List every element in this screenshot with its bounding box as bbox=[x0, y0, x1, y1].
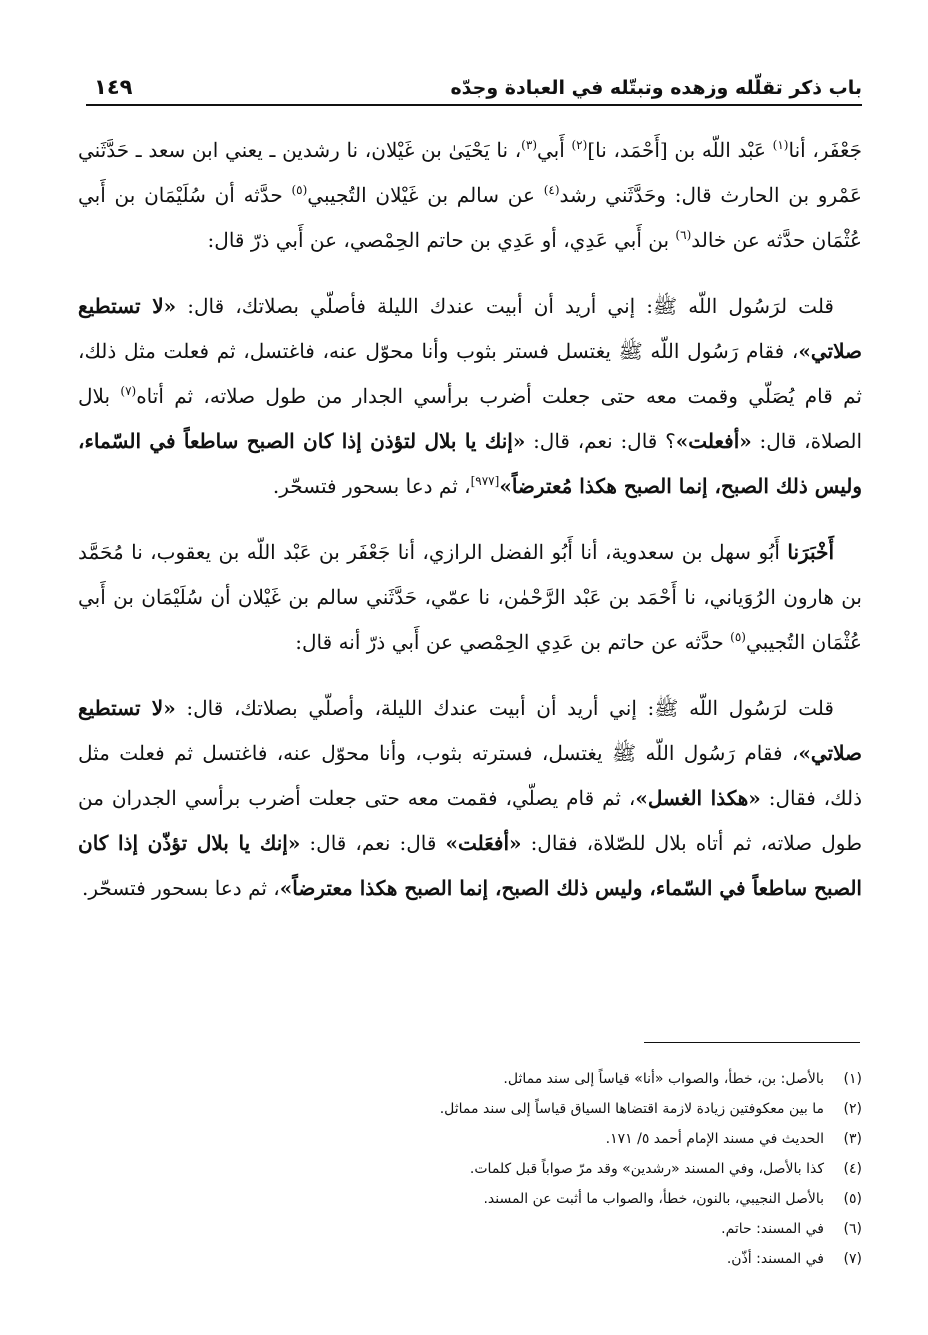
text-run: جَعْفَر، أنا bbox=[788, 138, 862, 162]
isnad-opening: أَخْبَرَنا bbox=[787, 540, 835, 564]
footnote-ref: (٥) bbox=[291, 183, 308, 197]
footnote-text: بالأصل: بن، خطأ، والصواب «أنا» قياساً إلى سند مماثل. bbox=[503, 1071, 824, 1087]
text-run: ، ثم دعا بسحور فتسحّر. bbox=[82, 876, 280, 900]
footnote-text: في المسند: أذّن. bbox=[726, 1251, 824, 1267]
footnote-ref: (٦) bbox=[675, 228, 692, 242]
quote-bold: «هكذا الغسل» bbox=[635, 786, 761, 810]
footnote-number: (١) bbox=[843, 1071, 862, 1087]
hadith-number: [٩٧٧] bbox=[470, 474, 500, 488]
footnote-item bbox=[120, 1124, 862, 1154]
footnote-ref: (٣) bbox=[521, 138, 537, 152]
paragraph-1 bbox=[78, 128, 862, 263]
footnote-text: بالأصل النجيبي، بالنون، خطأ، والصواب ما أثبت عن المسند. bbox=[483, 1191, 824, 1207]
text-run: ، فقام رَسُول اللّه ﷺ يغتسل، فسترته بثوب، وأنا محوّل عنه، فاغتسل ثم فعلت مثل ذلك، فقال: bbox=[78, 741, 862, 810]
footnote-text: في المسند: حاتم. bbox=[721, 1221, 824, 1237]
footnote-ref: (٥) bbox=[730, 630, 746, 644]
text-run: قلت لرَسُول اللّه ﷺ: إني أريد أن أبيت عندك الليلة فأصلّي بصلاتك، قال: bbox=[176, 294, 834, 318]
footnote-item bbox=[120, 1154, 862, 1184]
quote-bold: «لا تستطيع صلاتي» bbox=[78, 294, 862, 363]
text-run: ، فقام رَسُول اللّه ﷺ يغتسل فستر بثوب وأنا محوّل عنه، فاغتسل، ثم فعلت مثل ذلك، ثم قام يُصَلّي وقمت معه حتى جعلت أضرب برأسي الجدار من طول صلاته، ثم أتاه bbox=[78, 339, 862, 408]
text-run: بلال الصلاة، قال: bbox=[78, 384, 863, 453]
footnote-separator bbox=[644, 1042, 860, 1043]
main-text bbox=[78, 128, 862, 932]
footnote-ref: (٧) bbox=[120, 384, 137, 398]
paragraph-4 bbox=[78, 686, 862, 911]
text-run: أَبي bbox=[537, 138, 572, 162]
footnote-number: (٤) bbox=[843, 1161, 862, 1177]
footnote-item bbox=[120, 1184, 862, 1214]
text-run: حدَّثه عن حاتم بن عَدِي الحِمْصي عن أَبي ذرّ أنه قال: bbox=[295, 630, 731, 654]
text-run: عَبْد اللّه بن [أَحْمَد، نا] bbox=[587, 138, 773, 162]
footnote-number: (٢) bbox=[843, 1101, 862, 1117]
footnote-ref: (٢) bbox=[571, 138, 588, 152]
text-run: بن أَبي عَدِي، أو عَدِي بن حاتم الحِمْصي، عن أَبي ذرّ قال: bbox=[207, 228, 676, 252]
footnote-item bbox=[120, 1214, 862, 1244]
footnotes-list bbox=[120, 1064, 862, 1274]
page-number: ١٤٩ bbox=[94, 75, 133, 99]
text-run: ، ثم دعا بسحور فتسحّر. bbox=[272, 474, 471, 498]
text-run: ؟ قال: نعم، قال: bbox=[525, 429, 676, 453]
text-run: قلت لرَسُول اللّه ﷺ: إني أريد أن أبيت عندك الليلة، وأصلّي بصلاتك، قال: bbox=[175, 696, 834, 720]
text-run: قال: نعم، قال: bbox=[300, 831, 446, 855]
paragraph-3 bbox=[78, 530, 862, 665]
footnote-text: كذا بالأصل، وفي المسند «رشدين» وقد مرّ صواباً قبل كلمات. bbox=[469, 1161, 824, 1177]
footnote-number: (٥) bbox=[843, 1191, 862, 1207]
footnote-item bbox=[120, 1094, 862, 1124]
text-run: ، ثم قام يصلّي، فقمت معه حتى جعلت أضرب برأسي الجدران من طول صلاته، ثم أتاه بلال للصّلاة، فقال: bbox=[78, 786, 862, 855]
running-title: باب ذكر تقلّله وزهده وتبتّله في العبادة وجدّه bbox=[450, 77, 862, 99]
quote-bold: «إنك يا بلال لتؤذن إذا كان الصبح ساطعاً في السّماء، وليس ذلك الصبح، إنما الصبح هكذا مُعترضاً» bbox=[78, 429, 862, 498]
footnote-number: (٦) bbox=[843, 1221, 862, 1237]
quote-bold: «لا تستطيع صلاتي» bbox=[78, 696, 862, 765]
footnote-item bbox=[120, 1244, 862, 1274]
footnote-number: (٧) bbox=[843, 1251, 862, 1267]
page-header bbox=[86, 60, 862, 106]
footnote-text: الحديث في مسند الإمام أحمد ٥/ ١٧١. bbox=[605, 1131, 824, 1147]
footnote-number: (٣) bbox=[843, 1131, 862, 1147]
footnote-text: ما بين معكوفتين زيادة لازمة اقتضاها السياق قياساً إلى سند مماثل. bbox=[439, 1101, 824, 1117]
paragraph-2 bbox=[78, 284, 862, 509]
text-run: حدَّثه أن سُلَيْمَان بن أَبي عُثْمَان حدَّثه عن خالد bbox=[78, 183, 862, 252]
quote-bold: «أفعَلت» bbox=[445, 831, 522, 855]
quote-bold: «أفعلت» bbox=[675, 429, 752, 453]
text-run: عن سالم بن غَيْلان التُجيبي bbox=[307, 183, 544, 207]
footnote-ref: (١) bbox=[772, 138, 789, 152]
quote-bold: «إنك يا بلال تؤذّن إذا كان الصبح ساطعاً في السّماء، وليس ذلك الصبح، إنما الصبح هكذا معترضاً» bbox=[78, 831, 862, 900]
footnote-item bbox=[120, 1064, 862, 1094]
footnote-ref: (٤) bbox=[543, 183, 560, 197]
text-run: أَبُو سهل بن سعدوية، أنا أَبُو الفضل الرازي، أنا جَعْفَر بن عَبْد اللّه بن يعقوب، نا مُحَمَّد بن هارون الرُوَياني، نا أَحْمَد بن عَبْد الرَّحْمٰن، نا عمّي، حَدَّثَني سالم بن غَيْلان أن سُلَيْمَان بن أَبي عُثْمَان التُجيبي bbox=[78, 540, 862, 654]
text-run: ، نا يَحْيَىٰ بن غَيْلان، نا رشدين ـ يعني ابن سعد ـ حَدَّثَني عَمْرو بن الحارث قال: وحَدَّثَني رشد bbox=[78, 138, 862, 207]
